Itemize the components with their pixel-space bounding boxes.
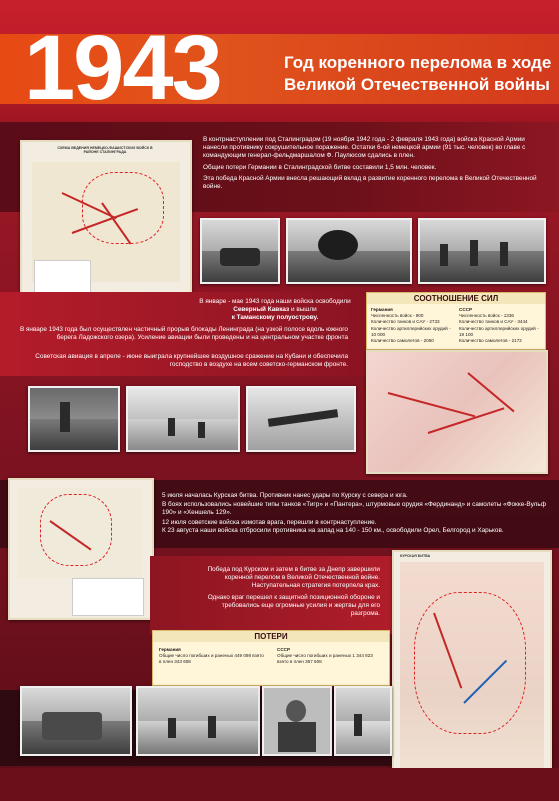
caucasus-p1a: В январе - мае 1943 года наши войска освободили xyxy=(199,298,351,305)
stalingrad-p3: Эта победа Красной Армии внесла решающий вклад в развитие коренного перелома в Великой Отечественной войне. xyxy=(203,175,537,190)
losses-table xyxy=(152,630,390,686)
losses-ussr-head: СССР xyxy=(277,647,291,652)
victory-text xyxy=(200,566,380,618)
forces-row: Количество самолетов - 2172 xyxy=(459,338,522,344)
losses-germany-head: Германия xyxy=(159,647,181,652)
forces-title: СООТНОШЕНИЕ СИЛ xyxy=(367,293,545,304)
forces-row: Количество артиллерийских орудий - 19 100 xyxy=(459,325,539,337)
forces-germany-head: Германия xyxy=(371,307,393,312)
kursk-battle-map-title: КУРСКАЯ БИТВА xyxy=(400,554,431,558)
photo-soldiers-advance xyxy=(418,218,546,284)
losses-ussr-text: Общие число погибших и раненых 1 344 823 взято в плен 367 608 xyxy=(277,653,373,665)
stalingrad-p2: Общие потери Германии в Сталинградской битве составили 1,5 млн. человек. xyxy=(203,164,437,171)
forces-row: Количество артиллерийских орудий - 10 000 xyxy=(371,325,451,337)
photo-destroyed-tank xyxy=(200,218,280,284)
photo-field-battle xyxy=(136,686,260,756)
forces-ussr-head: СССР xyxy=(459,307,473,312)
losses-ussr xyxy=(277,647,385,666)
photo-winter-assault xyxy=(126,386,240,452)
caucasus-highlight: Северный Кавказ xyxy=(233,306,290,313)
forces-row: Количество танков и САУ - 2733 xyxy=(371,319,440,325)
kursk-p1: 5 июля началась Курская битва. Противник нанес удары по Курску с севера и юга. xyxy=(162,492,408,499)
stalingrad-text xyxy=(203,136,543,191)
kursk-bulge xyxy=(40,494,112,566)
kursk-legend xyxy=(72,578,144,616)
page-title xyxy=(284,52,554,96)
kursk-map xyxy=(8,478,154,620)
front-line xyxy=(414,592,526,734)
title-line-2: Великой Отечественной войны xyxy=(284,75,550,94)
photo-portrait xyxy=(262,686,332,756)
losses-germany xyxy=(159,647,267,666)
front-map xyxy=(366,350,548,474)
forces-row: Количество танков и САУ - 3444 xyxy=(459,319,528,325)
year-heading: 1943 xyxy=(24,17,221,119)
photo-battlefield xyxy=(286,218,412,284)
stalingrad-map-title: СХЕМА ВЕДЕНИЯ НЕМЕЦКО-ФАШИСТСКИХ ВОЙСК В РАЙОНЕ СТАЛИНГРАДА xyxy=(57,146,153,155)
photo-winter-troops xyxy=(334,686,392,756)
stalingrad-p1: В контрнаступлении под Сталинградом (19 ноября 1942 года - 2 февраля 1943 года) войска Красной Армии нанесли противнику сокрушительное поражение. Остатки 6-ой немецкой армии (91 тыс. человек) во главе с командующим генерал-фельдмаршалом Ф. Паулюсом сдались в плен. xyxy=(203,136,526,159)
aviation-text: Советская авиация в апреле - июне выиграла крупнейшее воздушное сражение на Кубани и обеспечила господство в воздухе на всем советско-германском фронте. xyxy=(35,353,348,368)
stalingrad-map xyxy=(20,140,192,306)
leningrad-text: В январе 1943 года был осуществлен частичный прорыв блокады Ленинграда (на узкой полосе вдоль южного берега Ладожского озера). Усиление авиации были проведены и на центральном участке фронта xyxy=(19,326,348,341)
losses-title: ПОТЕРИ xyxy=(153,631,389,642)
title-line-1: Год коренного перелома в ходе xyxy=(284,53,552,72)
caucasus-text xyxy=(190,298,360,322)
footer-band xyxy=(0,768,559,801)
kursk-text xyxy=(162,492,550,535)
photo-aircraft xyxy=(246,386,356,452)
victory-p2: Однако враг перешел к защитной позиционной обороне и требовались еще огромные усилия и жертвы для его разгрома. xyxy=(207,594,380,617)
kursk-battle-map xyxy=(392,550,552,794)
photo-smoke xyxy=(28,386,120,452)
forces-ussr xyxy=(459,307,543,344)
taman-highlight: к Таманскому полуострову. xyxy=(231,314,319,321)
kursk-p4: К 23 августа наши войска отбросили противника на запад на 140 - 150 км., освободили Орел, Белгород и Харьков. xyxy=(162,527,504,534)
losses-germany-text: Общие число погибших и раненых 449 098 взято в плен 343 608 xyxy=(159,653,264,665)
forces-row: Численность войск - 900 xyxy=(371,313,424,319)
forces-germany xyxy=(371,307,455,344)
forces-table xyxy=(366,292,546,350)
forces-row: Численность войск - 1336 xyxy=(459,313,514,319)
forces-row: Количество самолетов - 2050 xyxy=(371,338,434,344)
kursk-p2: В боях использовались новейшие типы танков «Тигр» и «Пантера», штурмовые орудия «Фердинанд» и самолеты «Фокке-Вульф 190» и «Хеншель 129». xyxy=(162,501,546,516)
victory-p1: Победа под Курском и затем в битве за Днепр завершили коренной перелом в Великой Отечественной войне. Наступательная стратегия потерпела крах. xyxy=(207,566,380,589)
kursk-p3: 12 июля советские войска измотав врага, перешли в контрнаступление. xyxy=(162,519,377,526)
photo-wrecked-vehicle xyxy=(20,686,132,756)
caucasus-p1c: и вышли xyxy=(289,306,317,313)
